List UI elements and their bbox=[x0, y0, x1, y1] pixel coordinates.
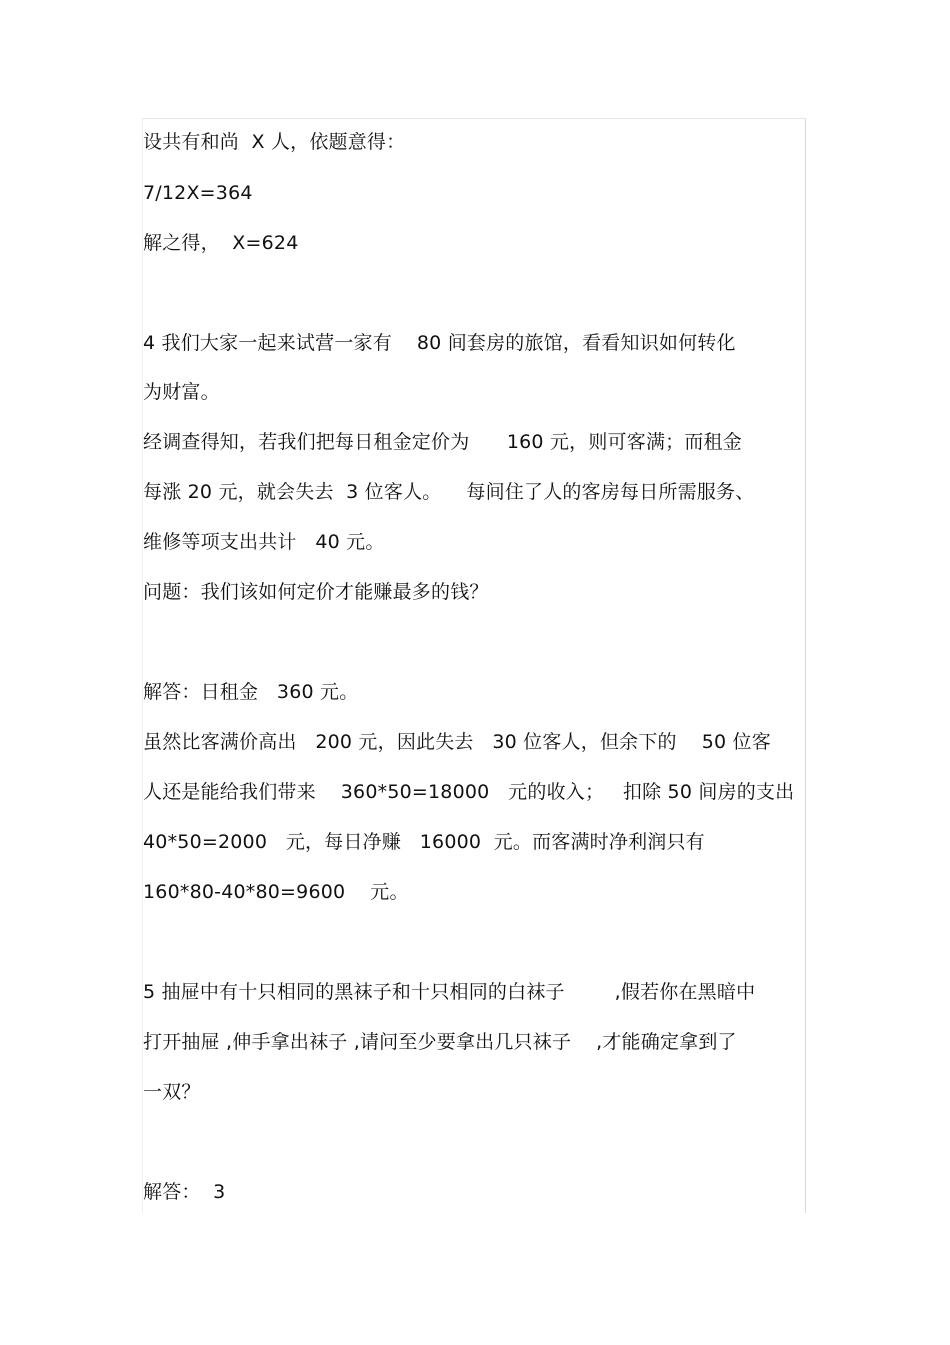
text-line-solution: 解之得， X=624 bbox=[143, 232, 299, 254]
answer-4-line-2: 虽然比客满价高出 200 元，因此失去 30 位客人，但余下的 50 位客 bbox=[143, 731, 771, 753]
text-line-equation: 7/12X=364 bbox=[143, 182, 253, 204]
problem-4-line-3: 经调查得知，若我们把每日租金定价为 160 元，则可客满；而租金 bbox=[143, 431, 742, 453]
answer-4-line-3: 人还是能给我们带来 360*50=18000 元的收入； 扣除 50 间房的支出 bbox=[143, 781, 795, 803]
answer-4-line-5: 160*80-40*80=9600 元。 bbox=[143, 881, 409, 903]
problem-4-line-4: 每涨 20 元，就会失去 3 位客人。 每间住了人的客房每日所需服务、 bbox=[143, 481, 755, 503]
problem-4-line-1: 4 我们大家一起来试营一家有 80 间套房的旅馆，看看知识如何转化 bbox=[143, 332, 736, 354]
problem-5-line-2: 打开抽屉 ,伸手拿出袜子 ,请问至少要拿出几只袜子 ,才能确定拿到了 bbox=[143, 1031, 737, 1053]
answer-4-line-4: 40*50=2000 元，每日净赚 16000 元。而客满时净利润只有 bbox=[143, 831, 705, 853]
problem-4-line-2: 为财富。 bbox=[143, 381, 220, 403]
problem-4-line-5: 维修等项支出共计 40 元。 bbox=[143, 531, 385, 553]
answer-4-line-1: 解答：日租金 360 元。 bbox=[143, 681, 359, 703]
problem-4-question: 问题：我们该如何定价才能赚最多的钱？ bbox=[143, 581, 489, 603]
text-line-setup: 设共有和尚 X 人，依题意得： bbox=[143, 131, 406, 153]
problem-5-line-3: 一双？ bbox=[143, 1081, 201, 1103]
problem-5-line-1: 5 抽屉中有十只相同的黑袜子和十只相同的白袜子 ,假若你在黑暗中 bbox=[143, 981, 756, 1003]
answer-5: 解答： 3 bbox=[143, 1181, 226, 1203]
